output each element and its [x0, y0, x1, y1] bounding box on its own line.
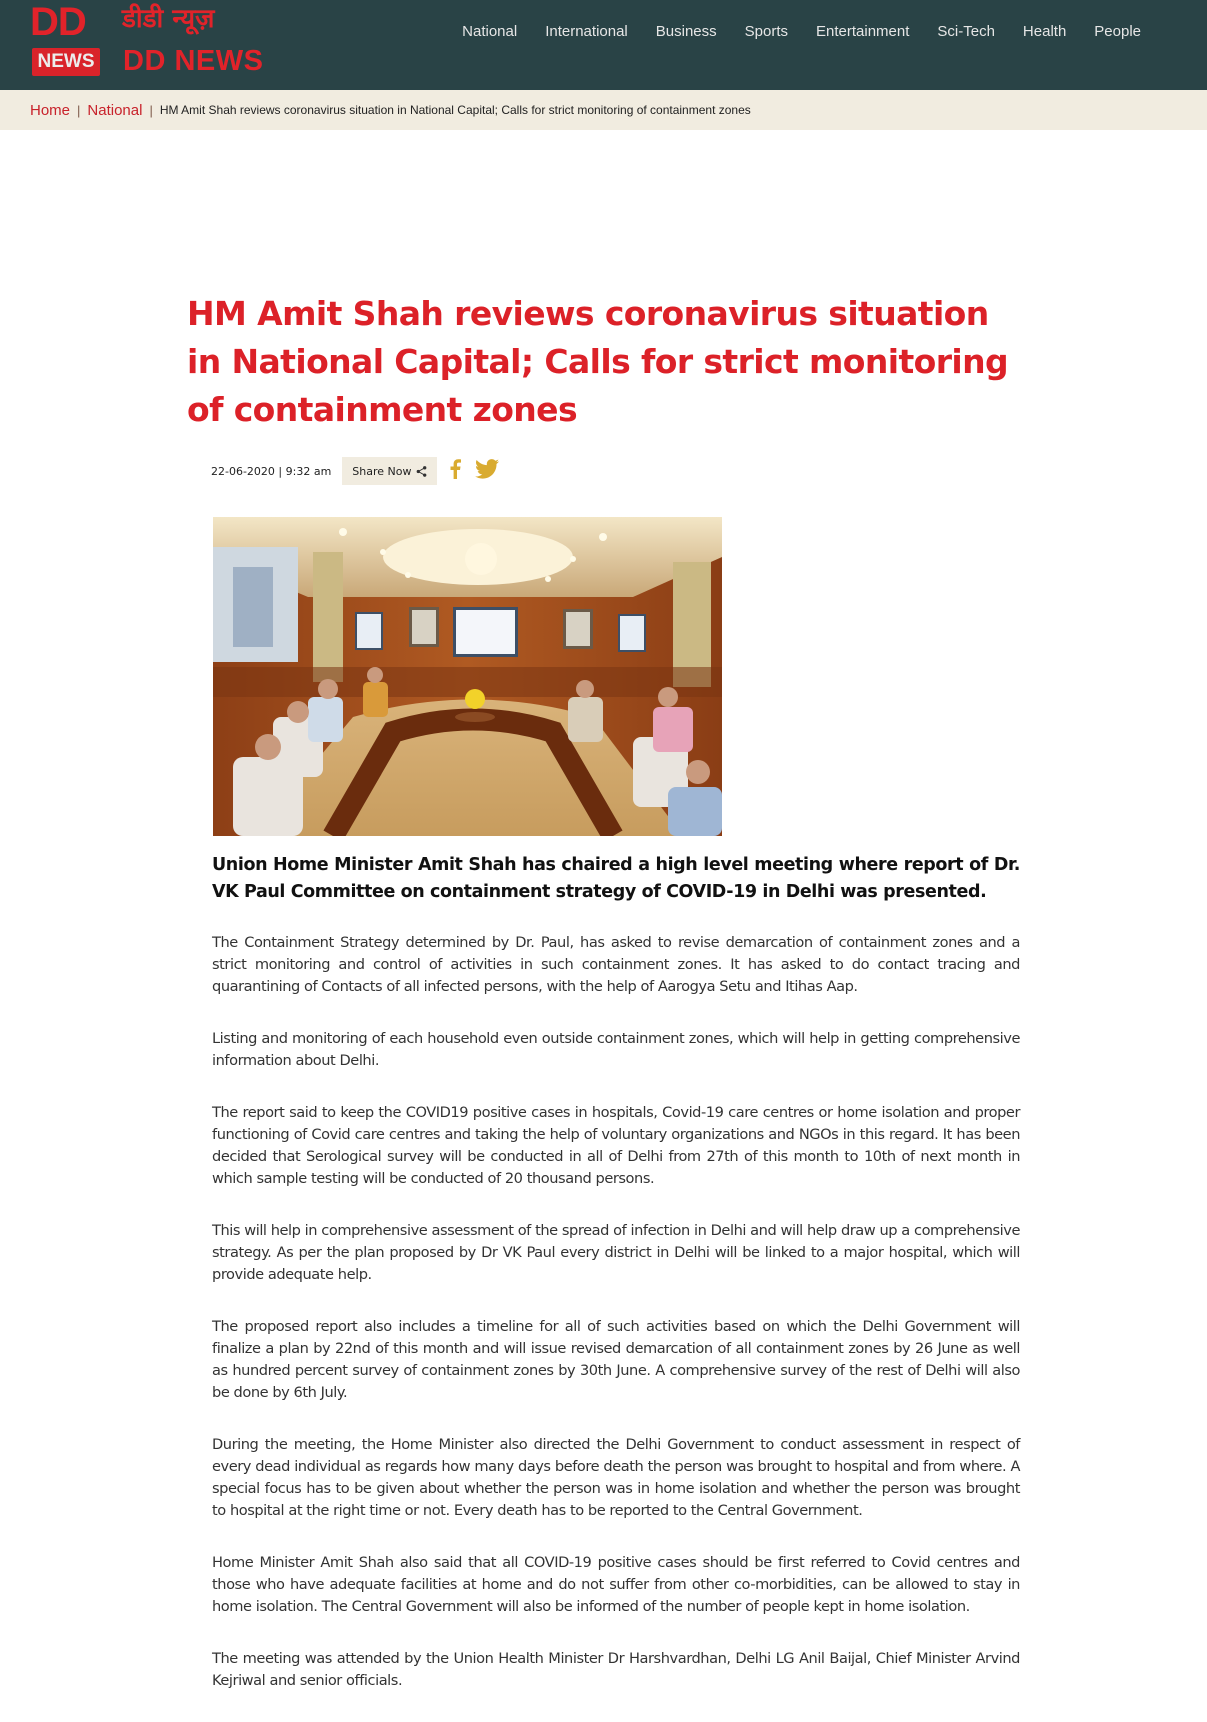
article-body	[212, 852, 1020, 1722]
article-paragraph: The meeting was attended by the Union Health Minister Dr Harshvardhan, Delhi LG Anil Baijal, Chief Minister Arvind Kejriwal and senior officials.	[212, 1650, 1020, 1689]
article-paragraph: The proposed report also includes a timeline for all of such activities based on which the Delhi Government will finalize a plan by 22nd of this month and will issue revised demarcation of all containment zones by 26 June as well as hundred percent survey of containment zones by 30th June. A comprehensive survey of the rest of Delhi will also be done by 6th July.	[212, 1318, 1020, 1401]
breadcrumb-separator: |	[77, 102, 81, 118]
twitter-icon[interactable]	[475, 459, 499, 484]
share-icon	[416, 466, 427, 477]
article-meta	[211, 457, 499, 485]
article-paragraph: This will help in comprehensive assessment of the spread of infection in Delhi and will help draw up a comprehensive strategy. As per the plan proposed by Dr VK Paul every district in Delhi will be linked to a major hospital, which will provide adequate help.	[212, 1222, 1020, 1283]
article-paragraph: The Containment Strategy determined by Dr. Paul, has asked to revise demarcation of containment zones and a strict monitoring and control of activities in such containment zones. It has asked to do contact tracing and quarantining of Contacts of all infected persons, with the help of Aarogya Setu and Itihas Aap.	[212, 934, 1020, 995]
nav-item-international[interactable]: International	[545, 23, 628, 40]
nav-item-entertainment[interactable]: Entertainment	[816, 23, 910, 40]
breadcrumb-separator: |	[149, 102, 153, 118]
logo-dd-mark: DD	[30, 0, 86, 44]
article-lead: Union Home Minister Amit Shah has chaired a high level meeting where report of Dr. VK Paul Committee on containment strategy of COVID-19 in Delhi was presented.	[212, 855, 1020, 902]
breadcrumb-home[interactable]: Home	[30, 101, 71, 119]
nav-item-people[interactable]: People	[1094, 23, 1141, 40]
page-title: HM Amit Shah reviews coronavirus situation in National Capital; Calls for strict monitoring of containment zones	[187, 294, 1009, 429]
main-nav	[448, 22, 1155, 42]
article-paragraph: During the meeting, the Home Minister also directed the Delhi Government to conduct assessment in respect of every dead individual as regards how many days before death the person was brought to hospital and from where. A special focus has to be given about whether the person was in home isolation and whether the person was brought to hospital at the right time or not. Every death has to be reported to the Central Government.	[212, 1436, 1020, 1519]
article-paragraph: Home Minister Amit Shah also said that all COVID-19 positive cases should be first referred to Covid centres and those who have adequate facilities at home and do not suffer from other co-morbidities, can be allowed to stay in home isolation. The Central Government will also be informed of the number of people kept in home isolation.	[212, 1554, 1020, 1615]
facebook-icon[interactable]	[449, 459, 461, 484]
nav-item-sports[interactable]: Sports	[744, 23, 788, 40]
logo-news-badge: NEWS	[32, 48, 100, 76]
logo-english-name: DD NEWS	[123, 45, 264, 77]
article-paragraph: The report said to keep the COVID19 positive cases in hospitals, Covid-19 care centres or home isolation and proper functioning of Covid care centres and taking the help of voluntary organizations and NGOs in this regard. It has been decided that Serological survey will be conducted in all of Delhi from 27th of this month to 10th of next month in which sample testing will be conducted of 20 thousand persons.	[212, 1104, 1020, 1187]
logo-hindi-name: डीडी न्यूज़	[122, 4, 215, 34]
article-paragraph: Listing and monitoring of each household even outside containment zones, which will help in getting comprehensive information about Delhi.	[212, 1030, 1020, 1069]
publish-date: 22-06-2020 | 9:32 am	[211, 464, 332, 478]
share-label: Share Now	[352, 464, 412, 478]
nav-item-sci-tech[interactable]: Sci-Tech	[937, 23, 995, 40]
meeting-photo	[213, 517, 722, 836]
nav-item-health[interactable]: Health	[1022, 23, 1067, 40]
article-hero-image	[213, 517, 722, 836]
article	[0, 130, 1207, 1689]
breadcrumb-national[interactable]: National	[87, 101, 143, 119]
breadcrumb	[0, 90, 1207, 130]
nav-item-business[interactable]: Business	[655, 23, 717, 40]
social-links	[449, 459, 499, 484]
breadcrumb-current: HM Amit Shah reviews coronavirus situation in National Capital; Calls for strict monitoring of containment zones	[159, 103, 751, 117]
site-header	[0, 0, 1207, 90]
site-logo[interactable]	[30, 0, 290, 84]
share-now-button[interactable]	[342, 457, 437, 485]
nav-item-national[interactable]: National	[462, 23, 518, 40]
